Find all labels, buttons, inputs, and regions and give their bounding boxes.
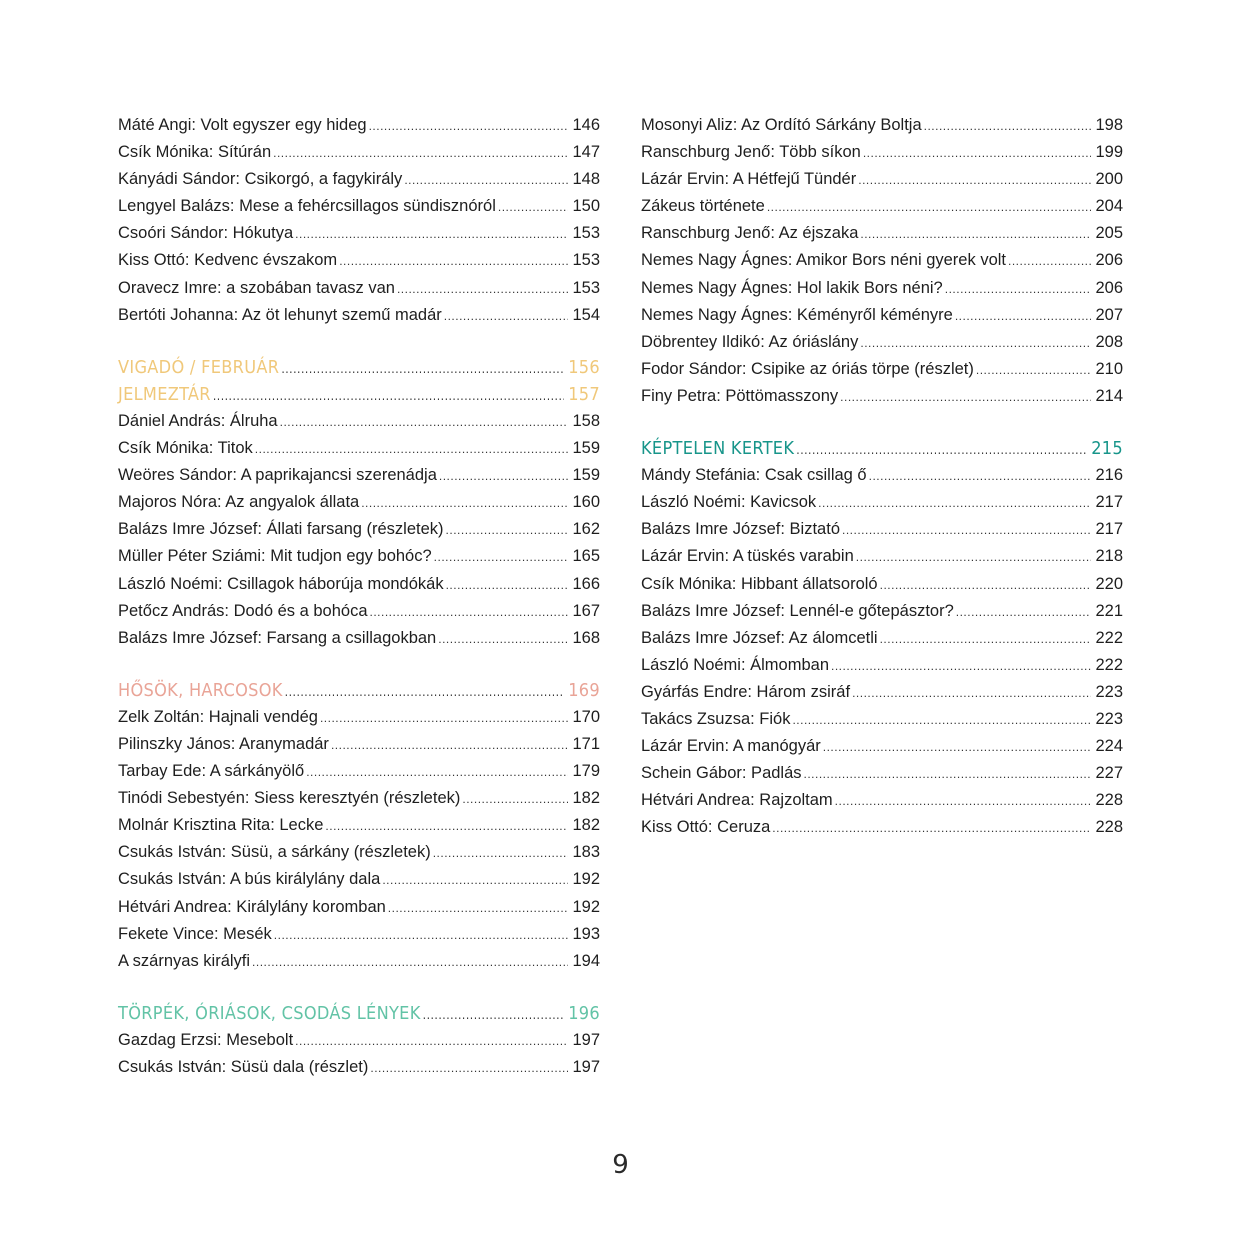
toc-entry[interactable] — [118, 220, 600, 247]
dot-leader — [767, 194, 1092, 221]
entry-title: Schein Gábor: Padlás — [641, 764, 802, 783]
entry-page-number: 204 — [1095, 197, 1123, 216]
entry-page-number: 214 — [1095, 386, 1123, 405]
dot-leader — [444, 303, 569, 330]
entry-page-number: 222 — [1095, 655, 1123, 674]
dot-leader — [370, 599, 569, 626]
toc-entry[interactable] — [118, 785, 600, 812]
dot-leader — [792, 707, 1091, 734]
entry-title: Lázár Ervin: A Hétfejű Tündér — [641, 170, 857, 189]
toc-entry[interactable] — [118, 812, 600, 839]
entry-page-number: 169 — [568, 679, 600, 701]
toc-entry[interactable] — [641, 275, 1123, 302]
toc-entry[interactable] — [118, 571, 600, 598]
toc-entry[interactable] — [118, 625, 600, 652]
section-title: KÉPTELEN KERTEK — [641, 438, 795, 460]
entry-title: Fekete Vince: Mesék — [118, 924, 272, 943]
dot-leader — [370, 1055, 568, 1082]
entry-page-number: 223 — [1095, 709, 1123, 728]
entry-page-number: 193 — [572, 924, 600, 943]
entry-page-number: 228 — [1095, 818, 1123, 837]
entry-title: Csík Mónika: Hibbant állatsoroló — [641, 574, 878, 593]
toc-entry[interactable] — [641, 462, 1123, 489]
dot-leader — [840, 384, 1091, 411]
toc-entry[interactable] — [641, 383, 1123, 410]
entry-title: Kiss Ottó: Ceruza — [641, 818, 771, 837]
entry-page-number: 153 — [572, 224, 600, 243]
dot-leader — [818, 490, 1091, 517]
entry-page-number: 146 — [572, 116, 600, 134]
dot-leader — [462, 786, 568, 813]
toc-entry[interactable] — [641, 625, 1123, 652]
dot-leader — [295, 221, 568, 248]
entry-page-number: 159 — [572, 439, 600, 458]
dot-leader — [804, 761, 1092, 788]
entry-page-number: 224 — [1095, 737, 1123, 756]
entry-page-number: 223 — [1095, 682, 1123, 701]
entry-title: László Noémi: Kavicsok — [641, 493, 817, 512]
entry-page-number: 179 — [572, 762, 600, 781]
dot-leader — [880, 572, 1092, 599]
entry-page-number: 168 — [572, 628, 600, 647]
entry-title: Tinódi Sebestyén: Siess keresztyén (részletek) — [118, 789, 461, 808]
entry-page-number: 198 — [1095, 116, 1123, 134]
entry-title: László Noémi: Csillagok háborúja mondókák — [118, 574, 444, 593]
toc-entry[interactable] — [118, 1027, 600, 1054]
entry-page-number: 192 — [572, 870, 600, 889]
dot-leader — [252, 949, 568, 976]
entry-title: Gazdag Erzsi: Mesebolt — [118, 1030, 294, 1049]
toc-entry[interactable] — [118, 704, 600, 731]
entry-page-number: 162 — [572, 520, 600, 539]
dot-leader — [880, 626, 1092, 653]
dot-leader — [863, 140, 1092, 167]
dot-leader — [213, 383, 564, 410]
entry-page-number: 218 — [1095, 547, 1123, 566]
entry-page-number: 197 — [572, 1058, 600, 1076]
entry-title: Lengyel Balázs: Mese a fehércsillagos sündisznóról — [118, 197, 496, 216]
toc-entry[interactable] — [641, 543, 1123, 570]
entry-page-number: 206 — [1095, 251, 1123, 270]
section-title: JELMEZTÁR — [118, 383, 211, 405]
entry-title: Balázs Imre József: Biztató — [641, 520, 840, 539]
section-gap — [641, 410, 1123, 435]
entry-page-number: 150 — [572, 197, 600, 216]
entry-page-number: 210 — [1095, 359, 1123, 378]
dot-leader — [955, 303, 1092, 330]
toc-entry[interactable] — [118, 112, 600, 139]
entry-page-number: 166 — [572, 574, 600, 593]
toc-section-heading[interactable] — [118, 354, 600, 381]
entry-title: Weöres Sándor: A paprikajancsi szerenádja — [118, 466, 437, 485]
entry-title: Balázs Imre József: Állati farsang (részletek) — [118, 520, 444, 539]
entry-title: Petőcz András: Dodó és a bohóca — [118, 601, 368, 620]
entry-page-number: 157 — [568, 383, 600, 405]
dot-leader — [835, 788, 1092, 815]
entry-page-number: 216 — [1095, 466, 1123, 485]
dot-leader — [331, 732, 569, 759]
section-title: HŐSÖK, HARCOSOK — [118, 679, 283, 701]
entry-title: Oravecz Imre: a szobában tavasz van — [118, 278, 395, 297]
dot-leader — [388, 895, 569, 922]
toc-entry[interactable] — [641, 814, 1123, 841]
toc-entry[interactable] — [641, 787, 1123, 814]
dot-leader — [796, 437, 1087, 464]
entry-title: Döbrentey Ildikó: Az óriáslány — [641, 332, 859, 351]
entry-page-number: 183 — [572, 843, 600, 862]
entry-title: Balázs Imre József: Az álomcetli — [641, 628, 878, 647]
toc-entry[interactable] — [641, 166, 1123, 193]
dot-leader — [823, 734, 1092, 761]
dot-leader — [498, 194, 569, 221]
entry-page-number: 148 — [572, 170, 600, 189]
toc-entry[interactable] — [118, 275, 600, 302]
toc-entry[interactable] — [118, 921, 600, 948]
dot-leader — [273, 140, 568, 167]
dot-leader — [860, 330, 1091, 357]
entry-title: Balázs Imre József: Farsang a csillagokban — [118, 628, 437, 647]
dot-leader — [280, 409, 569, 436]
dot-leader — [404, 167, 568, 194]
entry-page-number: 170 — [572, 707, 600, 726]
dot-leader — [433, 840, 569, 867]
dot-leader — [976, 357, 1092, 384]
toc-entry[interactable] — [118, 758, 600, 785]
entry-title: Lázár Ervin: A manógyár — [641, 737, 821, 756]
dot-leader — [1008, 248, 1091, 275]
dot-leader — [274, 922, 569, 949]
toc-entry[interactable] — [641, 733, 1123, 760]
dot-leader — [281, 356, 564, 383]
dot-leader — [320, 705, 569, 732]
entry-title: Ranschburg Jenő: Az éjszaka — [641, 224, 859, 243]
toc-entry[interactable] — [641, 112, 1123, 139]
toc-entry[interactable] — [641, 489, 1123, 516]
toc-entry[interactable] — [641, 598, 1123, 625]
entry-title: Nemes Nagy Ágnes: Hol lakik Bors néni? — [641, 278, 943, 297]
toc-entry[interactable] — [118, 435, 600, 462]
section-title: TÖRPÉK, ÓRIÁSOK, CSODÁS LÉNYEK — [118, 1002, 421, 1024]
dot-leader — [361, 490, 568, 517]
entry-title: Zelk Zoltán: Hajnali vendég — [118, 707, 318, 726]
entry-title: Tarbay Ede: A sárkányölő — [118, 762, 305, 781]
toc-section-heading[interactable] — [641, 435, 1123, 462]
dot-leader — [369, 113, 569, 140]
entry-page-number: 227 — [1095, 764, 1123, 783]
entry-page-number: 215 — [1091, 438, 1123, 460]
toc-column-right — [641, 112, 1123, 841]
entry-page-number: 207 — [1095, 305, 1123, 324]
entry-page-number: 158 — [572, 411, 600, 430]
dot-leader — [446, 572, 569, 599]
entry-title: Lázár Ervin: A tüskés varabin — [641, 547, 854, 566]
entry-title: Molnár Krisztina Rita: Lecke — [118, 816, 324, 835]
toc-entry[interactable] — [118, 247, 600, 274]
toc-entry[interactable] — [641, 329, 1123, 356]
entry-page-number: 221 — [1095, 601, 1123, 620]
entry-page-number: 208 — [1095, 332, 1123, 351]
entry-title: Balázs Imre József: Lennél-e gőtepásztor? — [641, 601, 954, 620]
dot-leader — [852, 680, 1091, 707]
dot-leader — [434, 544, 569, 571]
toc-entry[interactable] — [641, 760, 1123, 787]
entry-title: László Noémi: Álmomban — [641, 655, 829, 674]
entry-title: Csukás István: Süsü, a sárkány (részletek) — [118, 843, 431, 862]
page-number: 9 — [612, 1150, 629, 1180]
entry-page-number: 159 — [572, 466, 600, 485]
toc-entry[interactable] — [118, 1054, 600, 1081]
dot-leader — [831, 653, 1091, 680]
toc-entry[interactable] — [118, 731, 600, 758]
toc-section-heading[interactable] — [118, 381, 600, 408]
entry-title: Mándy Stefánia: Csak csillag ő — [641, 466, 867, 485]
toc-column-left — [118, 112, 600, 1081]
dot-leader — [869, 463, 1092, 490]
toc-entry[interactable] — [118, 948, 600, 975]
toc-entry[interactable] — [118, 543, 600, 570]
toc-entry[interactable] — [118, 598, 600, 625]
entry-title: Csukás István: A bús királylány dala — [118, 870, 381, 889]
toc-entry[interactable] — [118, 489, 600, 516]
entry-page-number: 199 — [1095, 143, 1123, 162]
entry-title: Nemes Nagy Ágnes: Kéményről kéményre — [641, 305, 953, 324]
dot-leader — [325, 813, 568, 840]
entry-page-number: 165 — [572, 547, 600, 566]
entry-title: Zákeus története — [641, 197, 765, 216]
toc-entry[interactable] — [641, 302, 1123, 329]
toc-entry[interactable] — [641, 356, 1123, 383]
entry-title: Csík Mónika: Titok — [118, 439, 253, 458]
dot-leader — [956, 599, 1092, 626]
toc-entry[interactable] — [641, 220, 1123, 247]
entry-page-number: 197 — [572, 1030, 600, 1049]
toc-entry[interactable] — [641, 139, 1123, 166]
entry-page-number: 217 — [1095, 493, 1123, 512]
dot-leader — [285, 679, 565, 706]
entry-title: Takács Zsuzsa: Fiók — [641, 709, 791, 728]
entry-page-number: 156 — [568, 356, 600, 378]
toc-entry[interactable] — [641, 679, 1123, 706]
entry-title: Csukás István: Süsü dala (részlet) — [118, 1058, 369, 1076]
entry-title: Fodor Sándor: Csipike az óriás törpe (részlet) — [641, 359, 974, 378]
entry-title: Hétvári Andrea: Királylány koromban — [118, 897, 386, 916]
entry-title: Müller Péter Sziámi: Mit tudjon egy bohóc? — [118, 547, 432, 566]
section-gap — [118, 652, 600, 677]
toc-entry[interactable] — [118, 408, 600, 435]
entry-title: Máté Angi: Volt egyszer egy hideg — [118, 116, 367, 134]
entry-title: Finy Petra: Pöttömasszony — [641, 386, 839, 405]
toc-entry[interactable] — [641, 706, 1123, 733]
toc-entry[interactable] — [641, 571, 1123, 598]
dot-leader — [860, 221, 1091, 248]
dot-leader — [858, 167, 1091, 194]
entry-page-number: 153 — [572, 278, 600, 297]
dot-leader — [446, 517, 569, 544]
entry-title: Nemes Nagy Ágnes: Amikor Bors néni gyerek volt — [641, 251, 1006, 270]
entry-title: A szárnyas királyfi — [118, 951, 251, 970]
dot-leader — [842, 517, 1091, 544]
entry-title: Majoros Nóra: Az angyalok állata — [118, 493, 360, 512]
dot-leader — [438, 626, 568, 653]
toc-entry[interactable] — [118, 462, 600, 489]
section-title: VIGADÓ / FEBRUÁR — [118, 356, 280, 378]
entry-title: Dániel András: Álruha — [118, 411, 278, 430]
entry-title: Kányádi Sándor: Csikorgó, a fagykirály — [118, 170, 403, 189]
toc-entry[interactable] — [118, 302, 600, 329]
toc-entry[interactable] — [118, 166, 600, 193]
entry-page-number: 196 — [568, 1002, 600, 1024]
entry-page-number: 167 — [572, 601, 600, 620]
entry-page-number: 228 — [1095, 791, 1123, 810]
dot-leader — [423, 1002, 565, 1029]
section-gap — [118, 329, 600, 354]
entry-title: Mosonyi Aliz: Az Ordító Sárkány Boltja — [641, 116, 922, 134]
toc-entry[interactable] — [641, 516, 1123, 543]
entry-page-number: 153 — [572, 251, 600, 270]
entry-page-number: 154 — [572, 305, 600, 324]
section-gap — [118, 975, 600, 1000]
entry-title: Csoóri Sándor: Hókutya — [118, 224, 294, 243]
toc-entry[interactable] — [118, 866, 600, 893]
toc-entry[interactable] — [641, 652, 1123, 679]
entry-page-number: 192 — [572, 897, 600, 916]
dot-leader — [295, 1028, 568, 1055]
entry-page-number: 200 — [1095, 170, 1123, 189]
entry-page-number: 194 — [572, 951, 600, 970]
entry-title: Csík Mónika: Sítúrán — [118, 143, 272, 162]
toc-entry[interactable] — [118, 894, 600, 921]
dot-leader — [306, 759, 568, 786]
toc-section-heading[interactable] — [118, 677, 600, 704]
toc-section-heading[interactable] — [118, 1000, 600, 1027]
entry-title: Kiss Ottó: Kedvenc évszakom — [118, 251, 338, 270]
toc-entry[interactable] — [118, 139, 600, 166]
dot-leader — [945, 276, 1092, 303]
entry-page-number: 220 — [1095, 574, 1123, 593]
entry-page-number: 182 — [572, 789, 600, 808]
entry-page-number: 222 — [1095, 628, 1123, 647]
entry-title: Hétvári Andrea: Rajzoltam — [641, 791, 833, 810]
dot-leader — [397, 276, 569, 303]
entry-title: Bertóti Johanna: Az öt lehunyt szemű madár — [118, 305, 442, 324]
dot-leader — [382, 867, 568, 894]
toc-entry[interactable] — [118, 193, 600, 220]
entry-page-number: 182 — [572, 816, 600, 835]
toc-entry[interactable] — [118, 516, 600, 543]
dot-leader — [772, 815, 1091, 842]
entry-page-number: 171 — [572, 734, 600, 753]
entry-title: Ranschburg Jenő: Több síkon — [641, 143, 861, 162]
toc-entry[interactable] — [641, 247, 1123, 274]
entry-page-number: 206 — [1095, 278, 1123, 297]
dot-leader — [255, 436, 569, 463]
toc-entry[interactable] — [641, 193, 1123, 220]
dot-leader — [339, 248, 568, 275]
entry-page-number: 147 — [572, 143, 600, 162]
toc-entry[interactable] — [118, 839, 600, 866]
dot-leader — [856, 544, 1092, 571]
entry-page-number: 205 — [1095, 224, 1123, 243]
entry-title: Gyárfás Endre: Három zsiráf — [641, 682, 851, 701]
entry-page-number: 160 — [572, 493, 600, 512]
entry-title: Pilinszky János: Aranymadár — [118, 734, 329, 753]
dot-leader — [439, 463, 569, 490]
dot-leader — [924, 113, 1092, 140]
entry-page-number: 217 — [1095, 520, 1123, 539]
